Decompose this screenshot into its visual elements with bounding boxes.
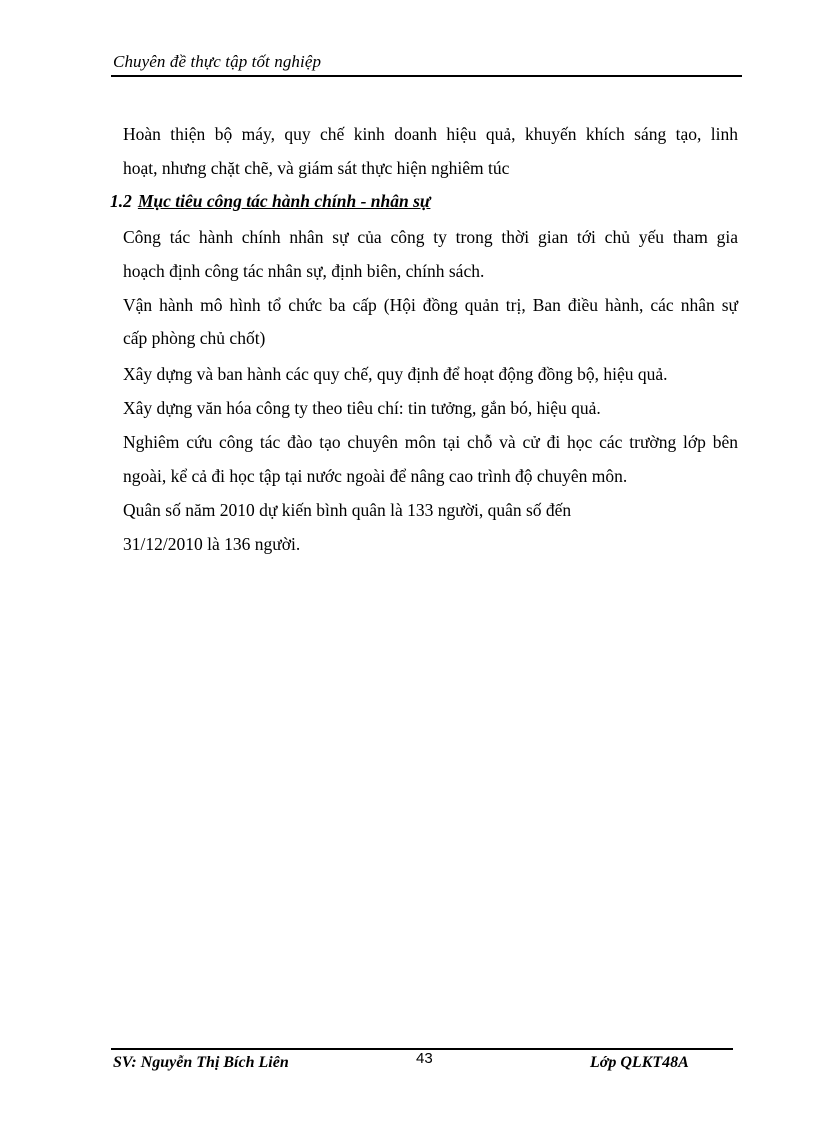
section-title: Mục tiêu công tác hành chính - nhân sự [137,191,431,211]
header-rule [111,75,742,77]
paragraph-3-line-1: Xây dựng và ban hành các quy chế, quy định để hoạt động đồng bộ, hiệu quả. [123,364,668,384]
footer-page-number: 43 [416,1050,433,1067]
section-heading [110,190,430,212]
paragraph-1-line-1: Công tác hành chính nhân sự của công ty trong thời gian tới chủ yếu tham gia [123,227,738,247]
intro-line-1: Hoàn thiện bộ máy, quy chế kinh doanh hiệu quả, khuyến khích sáng tạo, linh [123,124,738,144]
footer-student: SV: Nguyễn Thị Bích Liên [113,1054,289,1071]
intro-line-2: hoạt, nhưng chặt chẽ, và giám sát thực hiện nghiêm túc [123,158,510,178]
paragraph-2-line-1: Vận hành mô hình tổ chức ba cấp (Hội đồng quản trị, Ban điều hành, các nhân sự [123,295,738,315]
paragraph-1-line-2: hoạch định công tác nhân sự, định biên, chính sách. [123,261,485,281]
paragraph-4-line-1: Xây dựng văn hóa công ty theo tiêu chí: tin tưởng, gắn bó, hiệu quả. [123,398,601,418]
paragraph-6-line-2: 31/12/2010 là 136 người. [123,534,301,554]
section-number: 1.2 [110,191,132,211]
paragraph-6-line-1: Quân số năm 2010 dự kiến bình quân là 133 người, quân số đến [123,500,572,520]
paragraph-2-line-2: cấp phòng chủ chốt) [123,328,266,348]
footer-class: Lớp QLKT48A [590,1054,689,1071]
paragraph-5-line-1: Nghiêm cứu công tác đào tạo chuyên môn tại chỗ và cử đi học các trường lớp bên [123,432,738,452]
paragraph-5-line-2: ngoài, kể cả đi học tập tại nước ngoài để nâng cao trình độ chuyên môn. [123,466,628,486]
header-title: Chuyên đề thực tập tốt nghiệp [113,52,322,71]
